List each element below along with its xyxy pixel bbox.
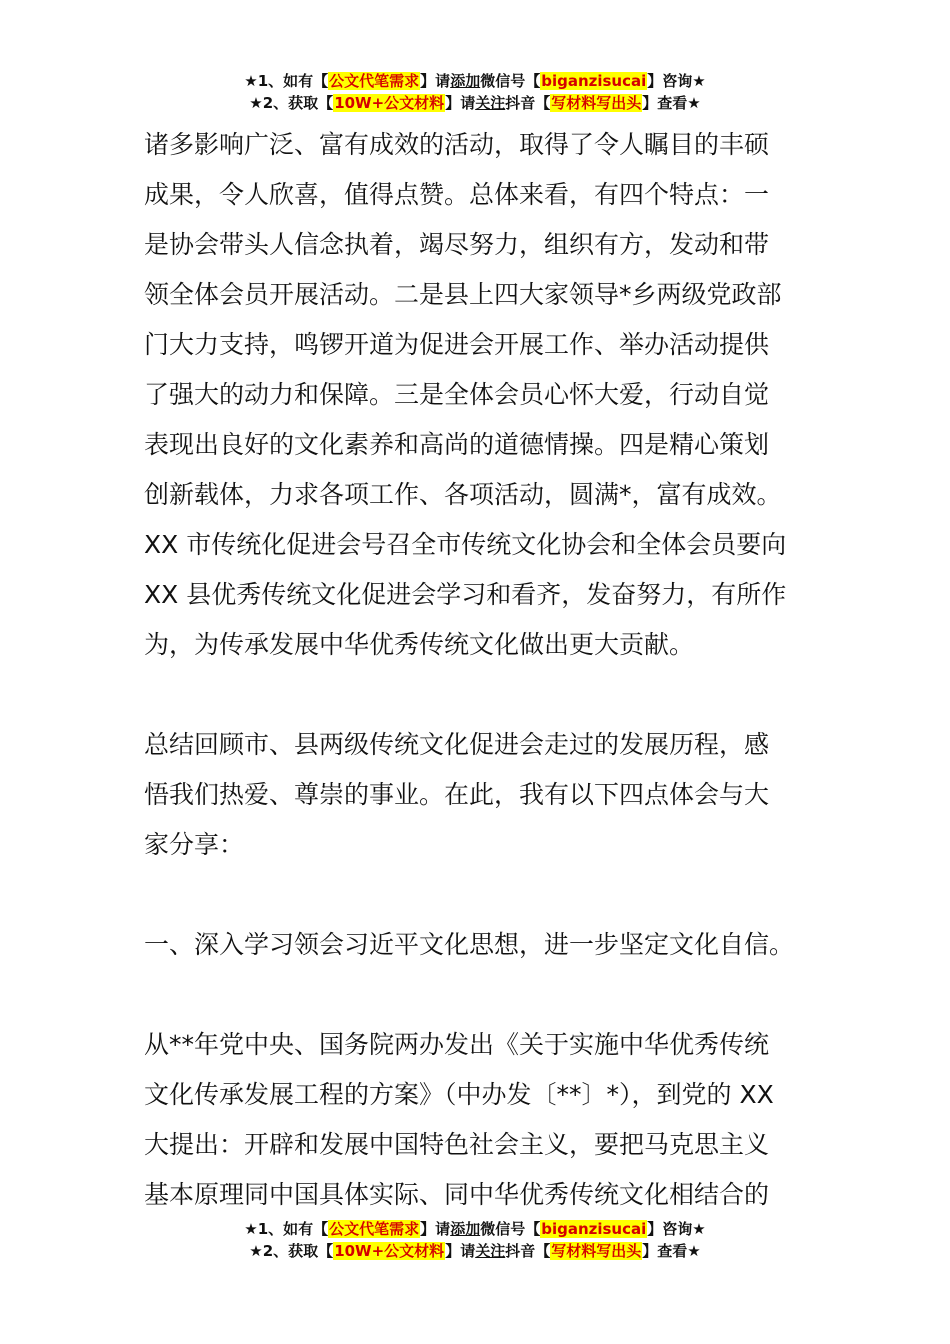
- banner-text: 】查看★: [642, 94, 701, 112]
- text-line: XX 市传统化促进会号召全市传统文化协会和全体会员要向: [144, 530, 787, 559]
- banner-text: 】请: [445, 1242, 476, 1260]
- banner-text: 抖音【: [505, 94, 551, 112]
- banner-underline: 添加: [450, 1220, 481, 1238]
- banner-text: ★2、获取【: [249, 1242, 334, 1260]
- section-heading: 一、深入学习领会习近平文化思想，进一步坚定文化自信。: [144, 930, 795, 959]
- banner-highlight: 公文代笔需求: [329, 72, 420, 90]
- banner-text: 微信号【: [480, 1220, 541, 1238]
- banner-text: ★1、如有【: [244, 72, 329, 90]
- banner-text: 抖音【: [505, 1242, 551, 1260]
- banner-highlight: 写材料写出头: [551, 1242, 642, 1260]
- text-line: 为，为传承发展中华优秀传统文化做出更大贡献。: [144, 630, 695, 659]
- banner-text: 】咨询★: [647, 72, 706, 90]
- banner-underline: 关注: [475, 1242, 506, 1260]
- banner-highlight: 写材料写出头: [551, 94, 642, 112]
- banner-text: 微信号【: [480, 72, 541, 90]
- banner-line-1: [0, 70, 950, 92]
- banner-underline: 关注: [475, 94, 506, 112]
- text-line: 悟我们热爱、尊崇的事业。在此，我有以下四点体会与大: [144, 780, 770, 809]
- banner-highlight: 公文代笔需求: [329, 1220, 420, 1238]
- banner-text: ★2、获取【: [249, 94, 334, 112]
- header-banner: [0, 70, 950, 114]
- text-line: 是协会带头人信念执着，竭尽努力，组织有方，发动和带: [144, 230, 770, 259]
- banner-text: 】查看★: [642, 1242, 701, 1260]
- banner-text: 】咨询★: [647, 1220, 706, 1238]
- text-line: 表现出良好的文化素养和高尚的道德情操。四是精心策划: [144, 430, 770, 459]
- text-line: 基本原理同中国具体实际、同中华优秀传统文化相结合的: [144, 1180, 770, 1209]
- text-line: 成果，令人欣喜，值得点赞。总体来看，有四个特点：一: [144, 180, 770, 209]
- banner-highlight: 10W+公文材料: [334, 1242, 445, 1260]
- banner-highlight: 10W+公文材料: [334, 94, 445, 112]
- banner-text: 】请: [445, 94, 476, 112]
- paragraph-1: [144, 120, 824, 670]
- paragraph-spacer: [144, 670, 824, 720]
- text-line: 创新载体，力求各项工作、各项活动，圆满*，富有成效。: [144, 480, 782, 509]
- text-line: 大提出：开辟和发展中国特色社会主义，要把马克思主义: [144, 1130, 770, 1159]
- banner-text: 】请: [420, 1220, 451, 1238]
- document-body: [144, 120, 824, 1220]
- banner-text: 】请: [420, 72, 451, 90]
- banner-text: ★1、如有【: [244, 1220, 329, 1238]
- banner-highlight: biganzisucai: [541, 1220, 647, 1238]
- text-line: 从**年党中央、国务院两办发出《关于实施中华优秀传统: [144, 1030, 770, 1059]
- paragraph-2: [144, 720, 824, 870]
- text-line: 了强大的动力和保障。三是全体会员心怀大爱，行动自觉: [144, 380, 770, 409]
- banner-line-2: [0, 92, 950, 114]
- text-line: XX 县优秀传统文化促进会学习和看齐，发奋努力，有所作: [144, 580, 787, 609]
- text-line: 诸多影响广泛、富有成效的活动，取得了令人瞩目的丰硕: [144, 130, 770, 159]
- text-line: 总结回顾市、县两级传统文化促进会走过的发展历程，感: [144, 730, 770, 759]
- banner-line-2: [0, 1240, 950, 1262]
- footer-banner: [0, 1218, 950, 1262]
- text-line: 领全体会员开展活动。二是县上四大家领导*乡两级党政部: [144, 280, 782, 309]
- paragraph-spacer: [144, 870, 824, 920]
- banner-highlight: biganzisucai: [541, 72, 647, 90]
- paragraph-3: [144, 1020, 824, 1220]
- text-line: 文化传承发展工程的方案》（中办发〔**〕*），到党的 XX: [144, 1080, 774, 1109]
- text-line: 门大力支持，鸣锣开道为促进会开展工作、举办活动提供: [144, 330, 770, 359]
- banner-underline: 添加: [450, 72, 481, 90]
- banner-line-1: [0, 1218, 950, 1240]
- text-line: 家分享：: [144, 830, 245, 859]
- paragraph-spacer: [144, 970, 824, 1020]
